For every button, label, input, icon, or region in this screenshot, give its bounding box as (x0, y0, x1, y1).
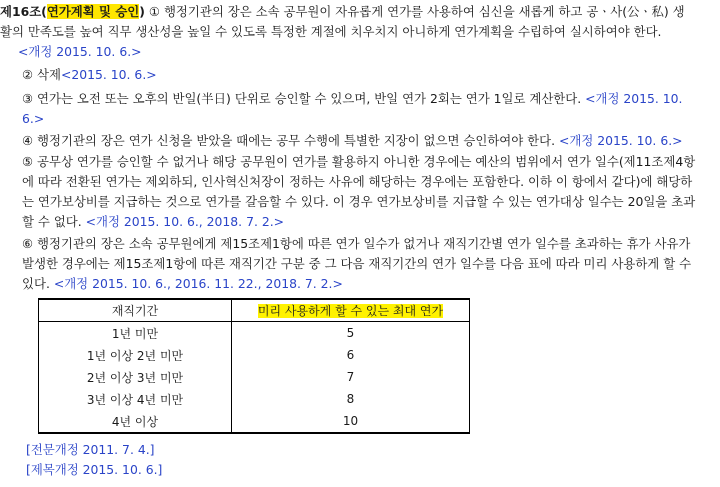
table-row (39, 410, 470, 433)
header-max-leave-highlight: 미리 사용하게 할 수 있는 최대 연가 (257, 304, 444, 318)
table-cell-days: 6 (232, 344, 470, 366)
table-cell-period: 4년 이상 (39, 410, 232, 433)
table-cell-days: 5 (232, 322, 470, 345)
table-row (39, 366, 470, 388)
paragraph-5-line-2: 에 따라 전환된 연가는 제외하되, 인사혁신처장이 정하는 사유에 해당하는 경우에는 포함한다. 이하 이 항에서 같다)에 해당하 (22, 174, 693, 189)
table-row (39, 388, 470, 410)
paragraph-5-line-3: 는 연가보상비를 지급하는 것으로 연가를 갈음할 수 있다. 이 경우 연가보상비를 지급할 수 있는 연가대상 일수는 20일을 초과 (22, 194, 696, 209)
table-cell-period: 3년 이상 4년 미만 (39, 388, 232, 410)
article-title: 제16조(연가계획 및 승인) (0, 4, 145, 19)
paragraph-2: ② 삭제<2015. 10. 6.> (22, 67, 157, 82)
paragraph-4: ④ 행정기관의 장은 연가 신청을 받았을 때에는 공무 수행에 특별한 지장이 없으면 승인하여야 한다. <개정 2015. 10. 6.> (22, 133, 683, 148)
header-service-period: 재직기간 (39, 299, 232, 322)
table-row (39, 322, 470, 345)
paragraph-1-line-1: 제16조(연가계획 및 승인) ① 행정기관의 장은 소속 공무원이 자유롭게 연가를 사용하여 심신을 새롭게 하고 공ㆍ사(公ㆍ私) 생 (0, 4, 685, 19)
article-title-highlight: 연가계획 및 승인 (46, 4, 140, 19)
table-row (39, 344, 470, 366)
table-cell-days: 8 (232, 388, 470, 410)
paragraph-5-line-4: 할 수 없다. <개정 2015. 10. 6., 2018. 7. 2.> (22, 214, 285, 229)
paragraph-1-amendment: <개정 2015. 10. 6.> (18, 44, 142, 59)
paragraph-6-line-1: ⑥ 행정기관의 장은 소속 공무원에게 제15조제1항에 따른 연가 일수가 없거나 재직기간별 연가 일수를 초과하는 휴가 사유가 (22, 236, 691, 251)
table-header-row (39, 299, 470, 322)
table-cell-days: 10 (232, 410, 470, 433)
paragraph-6-line-3: 있다. <개정 2015. 10. 6., 2016. 11. 22., 2018. 7. 2.> (22, 276, 343, 291)
paragraph-1-line-2: 활의 만족도를 높여 직무 생산성을 높일 수 있도록 특정한 계절에 치우치지 아니하게 연가계획을 수립하여 실시하여야 한다. (0, 24, 662, 39)
table-cell-period: 1년 미만 (39, 322, 232, 345)
table-cell-days: 7 (232, 366, 470, 388)
paragraph-6-line-2: 발생한 경우에는 제15조제1항에 따른 재직기간 구분 중 그 다음 재직기간의 연가 일수를 다음 표에 따라 미리 사용하게 할 수 (22, 256, 692, 271)
paragraph-5-line-1: ⑤ 공무상 연가를 승인할 수 없거나 해당 공무원이 연가를 활용하지 아니한 경우에는 예산의 범위에서 연가 일수(제11조제4항 (22, 154, 696, 169)
advance-leave-table (38, 298, 470, 434)
full-revision-note: [전문개정 2011. 7. 4.] (26, 442, 155, 457)
header-max-leave (232, 299, 470, 322)
table-cell-period: 2년 이상 3년 미만 (39, 366, 232, 388)
title-revision-note: [제목개정 2015. 10. 6.] (26, 462, 163, 477)
paragraph-3-line-1: ③ 연가는 오전 또는 오후의 반일(半日) 단위로 승인할 수 있으며, 반일 연가 2회는 연가 1일로 계산한다. <개정 2015. 10. (22, 91, 683, 106)
paragraph-3-line-2: 6.> (22, 111, 45, 126)
table-cell-period: 1년 이상 2년 미만 (39, 344, 232, 366)
